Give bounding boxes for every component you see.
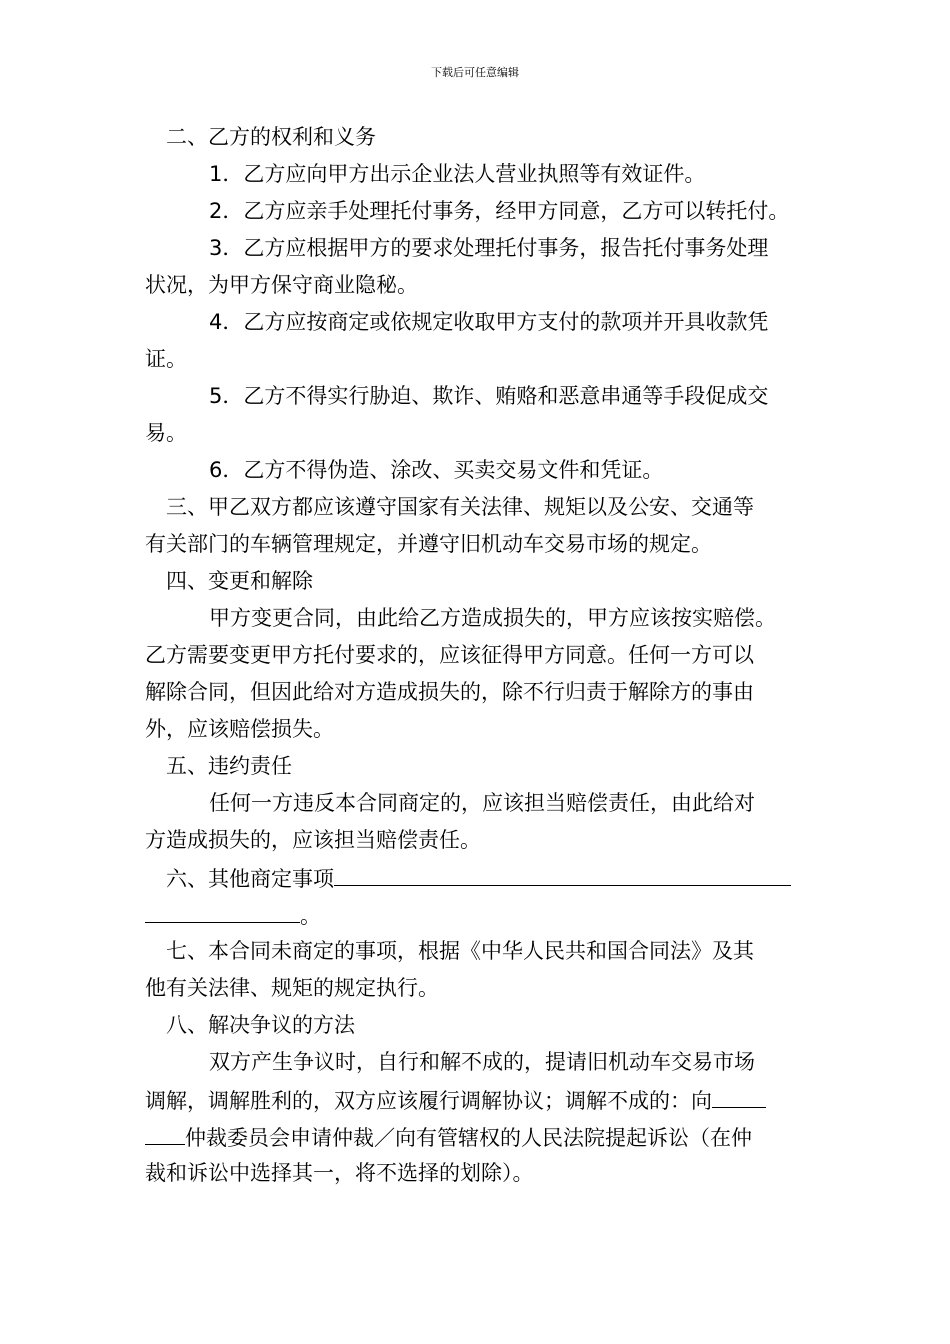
section-8-para-cont-2 <box>145 1122 810 1152</box>
arbitration-blank-cont[interactable] <box>145 1122 185 1145</box>
page-header: 下载后可任意编辑 <box>431 66 519 79</box>
section-4-para-cont-2: 解除合同，但因此给对方造成损失的，除不行归责于解除方的事由 <box>145 680 754 704</box>
section-6 <box>166 863 811 893</box>
clause-2-3: 3．乙方应根据甲方的要求处理托付事务，报告托付事务处理 <box>209 236 769 260</box>
section-2-heading: 二、乙方的权利和义务 <box>166 125 376 149</box>
section-3: 三、甲乙双方都应该遵守国家有关法律、规矩以及公安、交通等 <box>166 495 754 519</box>
section-5-para: 任何一方违反本合同商定的，应该担当赔偿责任，由此给对 <box>209 791 755 815</box>
clause-2-5: 5．乙方不得实行胁迫、欺诈、贿赂和恶意串通等手段促成交 <box>209 384 769 408</box>
other-terms-blank[interactable] <box>334 863 791 886</box>
clause-2-3-cont: 状况，为甲方保守商业隐秘。 <box>145 273 418 297</box>
section-5-para-cont: 方造成损失的，应该担当赔偿责任。 <box>145 828 481 852</box>
section-6-label: 六、其他商定事项 <box>166 867 334 891</box>
clause-2-6: 6．乙方不得伪造、涂改、买卖交易文件和凭证。 <box>209 458 664 482</box>
clause-2-2: 2．乙方应亲手处理托付事务，经甲方同意，乙方可以转托付。 <box>209 199 790 223</box>
section-3-cont: 有关部门的车辆管理规定，并遵守旧机动车交易市场的规定。 <box>145 532 712 556</box>
section-4-para-cont-1: 乙方需要变更甲方托付要求的，应该征得甲方同意。任何一方可以 <box>145 643 754 667</box>
section-8-para-cont-1 <box>145 1085 810 1115</box>
section-4-para-cont-3: 外，应该赔偿损失。 <box>145 717 334 741</box>
section-6-end: 。 <box>300 904 321 928</box>
section-5-heading: 五、违约责任 <box>166 754 292 778</box>
section-4-para: 甲方变更合同，由此给乙方造成损失的，甲方应该按实赔偿。 <box>209 606 776 630</box>
section-8-para: 双方产生争议时，自行和解不成的，提请旧机动车交易市场 <box>209 1050 755 1074</box>
section-8-para-cont-3: 裁和诉讼中选择其一，将不选择的划除）。 <box>145 1161 534 1185</box>
clause-2-5-cont: 易。 <box>145 421 187 445</box>
section-6-cont <box>145 900 810 930</box>
section-8-heading: 八、解决争议的方法 <box>166 1013 355 1037</box>
section-7-cont: 他有关法律、规矩的规定执行。 <box>145 976 439 1000</box>
arbitration-blank[interactable] <box>712 1085 766 1108</box>
section-4-heading: 四、变更和解除 <box>166 569 313 593</box>
section-8-text-2: 仲裁委员会申请仲裁／向有管辖权的人民法院提起诉讼（在仲 <box>185 1126 752 1150</box>
clause-2-4: 4．乙方应按商定或依规定收取甲方支付的款项并开具收款凭 <box>209 310 769 334</box>
section-7: 七、本合同未商定的事项，根据《中华人民共和国合同法》及其 <box>166 939 754 963</box>
section-8-text: 调解，调解胜利的，双方应该履行调解协议；调解不成的：向 <box>145 1089 712 1113</box>
clause-2-1: 1．乙方应向甲方出示企业法人营业执照等有效证件。 <box>209 162 706 186</box>
other-terms-blank-cont[interactable] <box>145 900 300 923</box>
clause-2-4-cont: 证。 <box>145 347 187 371</box>
